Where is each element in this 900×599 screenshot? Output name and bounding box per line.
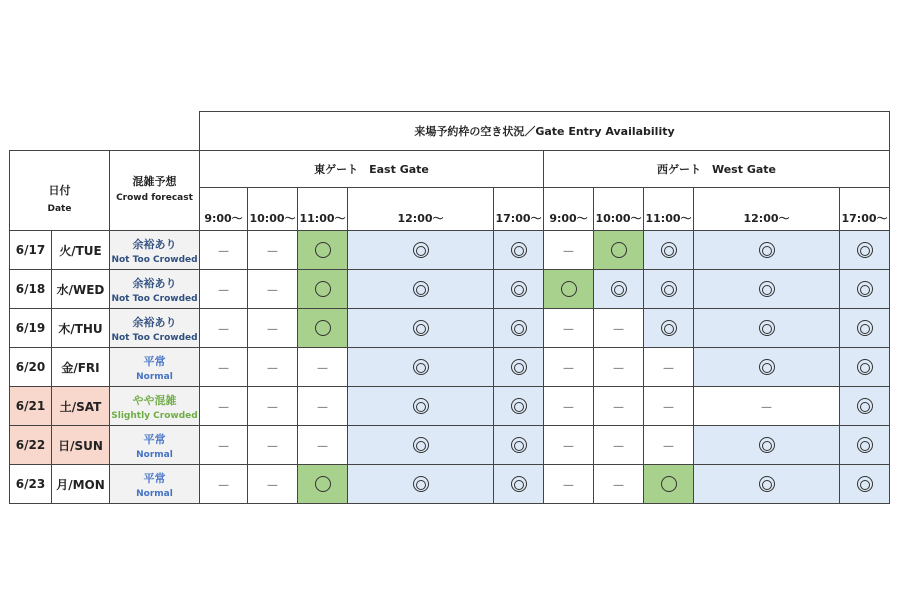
weekday-cell: 水/WED xyxy=(52,270,110,309)
west-slot-cell xyxy=(840,270,890,309)
east-gate-header: 東ゲート East Gate xyxy=(200,151,544,188)
crowd-forecast-jp: 余裕あり xyxy=(132,276,177,290)
crowd-forecast-jp: やや混雑 xyxy=(132,393,177,407)
double-circle-icon xyxy=(511,242,527,258)
west-slot-cell xyxy=(544,465,594,504)
east-slot-cell xyxy=(348,387,494,426)
east-slot-cell xyxy=(494,426,544,465)
empty-corner xyxy=(10,112,200,151)
unavailable-mark: － xyxy=(315,400,329,416)
double-circle-icon xyxy=(759,359,775,375)
crowd-forecast-cell xyxy=(110,387,200,426)
west-slot-cell xyxy=(544,348,594,387)
west-slot-cell xyxy=(544,270,594,309)
unavailable-mark: － xyxy=(661,361,675,377)
double-circle-icon xyxy=(661,242,677,258)
west-slot-cell xyxy=(694,270,840,309)
weekday-cell: 土/SAT xyxy=(52,387,110,426)
unavailable-mark: － xyxy=(216,322,230,338)
east-slot-cell xyxy=(200,231,248,270)
double-circle-icon xyxy=(511,476,527,492)
unavailable-mark: － xyxy=(216,439,230,455)
double-circle-icon xyxy=(759,476,775,492)
west-slot-cell xyxy=(694,387,840,426)
table-row xyxy=(10,309,890,348)
double-circle-icon xyxy=(857,320,873,336)
crowd-forecast-jp: 余裕あり xyxy=(132,237,177,251)
table-row xyxy=(10,426,890,465)
double-circle-icon xyxy=(759,242,775,258)
west-slot-cell xyxy=(644,270,694,309)
east-slot-cell xyxy=(248,348,298,387)
crowd-forecast-en: Normal xyxy=(136,371,173,382)
west-slot-cell xyxy=(840,231,890,270)
double-circle-icon xyxy=(511,437,527,453)
unavailable-mark: － xyxy=(265,400,279,416)
west-slot-cell xyxy=(644,348,694,387)
unavailable-mark: － xyxy=(561,478,575,494)
east-slot-cell xyxy=(494,387,544,426)
west-time-header: 11:00～ xyxy=(644,188,694,231)
double-circle-icon xyxy=(661,281,677,297)
circle-icon xyxy=(315,320,331,336)
west-slot-cell xyxy=(594,270,644,309)
unavailable-mark: － xyxy=(661,400,675,416)
east-slot-cell xyxy=(348,231,494,270)
unavailable-mark: － xyxy=(759,400,773,416)
west-slot-cell xyxy=(594,387,644,426)
date-cell: 6/20 xyxy=(10,348,52,387)
west-time-header: 12:00～ xyxy=(694,188,840,231)
west-slot-cell xyxy=(644,387,694,426)
crowd-forecast-en: Not Too Crowded xyxy=(111,254,198,265)
unavailable-mark: － xyxy=(611,361,625,377)
date-cell: 6/21 xyxy=(10,387,52,426)
unavailable-mark: － xyxy=(661,439,675,455)
west-slot-cell xyxy=(840,426,890,465)
west-gate-header: 西ゲート West Gate xyxy=(544,151,890,188)
crowd-forecast-cell xyxy=(110,348,200,387)
west-slot-cell xyxy=(840,465,890,504)
crowd-forecast-jp: 余裕あり xyxy=(132,315,177,329)
table-row xyxy=(10,348,890,387)
unavailable-mark: － xyxy=(265,322,279,338)
crowd-forecast-cell xyxy=(110,231,200,270)
unavailable-mark: － xyxy=(265,361,279,377)
west-slot-cell xyxy=(544,309,594,348)
crowd-forecast-en: Not Too Crowded xyxy=(111,293,198,304)
east-slot-cell xyxy=(494,309,544,348)
table-row xyxy=(10,387,890,426)
availability-table xyxy=(9,111,890,504)
west-slot-cell xyxy=(594,231,644,270)
west-slot-cell xyxy=(840,387,890,426)
circle-icon xyxy=(611,242,627,258)
east-slot-cell xyxy=(298,270,348,309)
west-slot-cell xyxy=(544,231,594,270)
unavailable-mark: － xyxy=(216,283,230,299)
east-slot-cell xyxy=(348,270,494,309)
double-circle-icon xyxy=(611,281,627,297)
circle-icon xyxy=(661,476,677,492)
table-row xyxy=(10,270,890,309)
unavailable-mark: － xyxy=(315,439,329,455)
east-slot-cell xyxy=(248,426,298,465)
table-title: 来場予約枠の空き状況／Gate Entry Availability xyxy=(200,112,890,151)
date-header-en: Date xyxy=(47,203,72,214)
east-slot-cell xyxy=(200,270,248,309)
east-slot-cell xyxy=(298,426,348,465)
weekday-cell: 金/FRI xyxy=(52,348,110,387)
west-slot-cell xyxy=(644,465,694,504)
unavailable-mark: － xyxy=(611,439,625,455)
east-slot-cell xyxy=(494,465,544,504)
date-header-jp: 日付 xyxy=(48,183,71,197)
east-slot-cell xyxy=(348,465,494,504)
west-slot-cell xyxy=(594,465,644,504)
west-slot-cell xyxy=(694,309,840,348)
west-slot-cell xyxy=(694,426,840,465)
east-slot-cell xyxy=(200,309,248,348)
weekday-cell: 木/THU xyxy=(52,309,110,348)
double-circle-icon xyxy=(511,281,527,297)
double-circle-icon xyxy=(661,320,677,336)
table-row xyxy=(10,465,890,504)
east-time-header: 17:00～ xyxy=(494,188,544,231)
east-slot-cell xyxy=(494,348,544,387)
crowd-forecast-jp: 平常 xyxy=(143,471,166,485)
circle-icon xyxy=(315,242,331,258)
crowd-forecast-cell xyxy=(110,270,200,309)
date-cell: 6/22 xyxy=(10,426,52,465)
west-slot-cell xyxy=(594,309,644,348)
crowd-forecast-header xyxy=(110,151,200,231)
circle-icon xyxy=(315,476,331,492)
unavailable-mark: － xyxy=(611,400,625,416)
east-slot-cell xyxy=(248,465,298,504)
double-circle-icon xyxy=(759,320,775,336)
west-slot-cell xyxy=(544,426,594,465)
double-circle-icon xyxy=(413,242,429,258)
east-time-header: 12:00～ xyxy=(348,188,494,231)
crowd-forecast-cell xyxy=(110,426,200,465)
weekday-cell: 火/TUE xyxy=(52,231,110,270)
double-circle-icon xyxy=(413,281,429,297)
west-slot-cell xyxy=(544,387,594,426)
date-cell: 6/19 xyxy=(10,309,52,348)
crowd-header-en: Crowd forecast xyxy=(116,193,193,203)
weekday-cell: 日/SUN xyxy=(52,426,110,465)
east-slot-cell xyxy=(348,309,494,348)
circle-icon xyxy=(315,281,331,297)
west-time-header: 9:00～ xyxy=(544,188,594,231)
unavailable-mark: － xyxy=(265,244,279,260)
date-cell: 6/23 xyxy=(10,465,52,504)
west-slot-cell xyxy=(594,426,644,465)
unavailable-mark: － xyxy=(216,361,230,377)
west-slot-cell xyxy=(644,231,694,270)
unavailable-mark: － xyxy=(561,439,575,455)
double-circle-icon xyxy=(413,476,429,492)
double-circle-icon xyxy=(857,476,873,492)
circle-icon xyxy=(561,281,577,297)
crowd-forecast-en: Normal xyxy=(136,488,173,499)
unavailable-mark: － xyxy=(216,478,230,494)
crowd-forecast-jp: 平常 xyxy=(143,354,166,368)
east-slot-cell xyxy=(248,270,298,309)
east-slot-cell xyxy=(348,426,494,465)
east-slot-cell xyxy=(494,270,544,309)
west-time-header: 17:00～ xyxy=(840,188,890,231)
unavailable-mark: － xyxy=(611,478,625,494)
double-circle-icon xyxy=(759,437,775,453)
double-circle-icon xyxy=(857,359,873,375)
double-circle-icon xyxy=(759,281,775,297)
east-slot-cell xyxy=(248,231,298,270)
date-cell: 6/17 xyxy=(10,231,52,270)
east-slot-cell xyxy=(298,231,348,270)
west-slot-cell xyxy=(644,309,694,348)
west-slot-cell xyxy=(694,231,840,270)
weekday-cell: 月/MON xyxy=(52,465,110,504)
unavailable-mark: － xyxy=(561,322,575,338)
double-circle-icon xyxy=(511,320,527,336)
crowd-forecast-en: Not Too Crowded xyxy=(111,332,198,343)
east-slot-cell xyxy=(200,387,248,426)
crowd-forecast-cell xyxy=(110,465,200,504)
east-slot-cell xyxy=(248,387,298,426)
west-time-header: 10:00～ xyxy=(594,188,644,231)
unavailable-mark: － xyxy=(315,361,329,377)
double-circle-icon xyxy=(413,320,429,336)
table-row xyxy=(10,231,890,270)
east-slot-cell xyxy=(298,387,348,426)
east-slot-cell xyxy=(200,348,248,387)
west-slot-cell xyxy=(840,348,890,387)
double-circle-icon xyxy=(413,437,429,453)
double-circle-icon xyxy=(857,398,873,414)
unavailable-mark: － xyxy=(216,400,230,416)
double-circle-icon xyxy=(857,242,873,258)
east-slot-cell xyxy=(494,231,544,270)
east-slot-cell xyxy=(248,309,298,348)
double-circle-icon xyxy=(511,398,527,414)
east-time-header: 11:00～ xyxy=(298,188,348,231)
west-slot-cell xyxy=(694,465,840,504)
date-header xyxy=(10,151,110,231)
east-slot-cell xyxy=(348,348,494,387)
east-slot-cell xyxy=(298,348,348,387)
crowd-forecast-en: Normal xyxy=(136,449,173,460)
west-slot-cell xyxy=(594,348,644,387)
east-slot-cell xyxy=(200,465,248,504)
crowd-header-jp: 混雑予想 xyxy=(132,175,177,188)
double-circle-icon xyxy=(413,359,429,375)
unavailable-mark: － xyxy=(611,322,625,338)
crowd-forecast-cell xyxy=(110,309,200,348)
unavailable-mark: － xyxy=(265,439,279,455)
crowd-forecast-jp: 平常 xyxy=(143,432,166,446)
east-time-header: 9:00～ xyxy=(200,188,248,231)
west-slot-cell xyxy=(644,426,694,465)
west-slot-cell xyxy=(840,309,890,348)
unavailable-mark: － xyxy=(216,244,230,260)
double-circle-icon xyxy=(857,437,873,453)
east-slot-cell xyxy=(298,309,348,348)
unavailable-mark: － xyxy=(561,400,575,416)
double-circle-icon xyxy=(413,398,429,414)
east-slot-cell xyxy=(298,465,348,504)
date-cell: 6/18 xyxy=(10,270,52,309)
unavailable-mark: － xyxy=(265,478,279,494)
double-circle-icon xyxy=(511,359,527,375)
double-circle-icon xyxy=(857,281,873,297)
unavailable-mark: － xyxy=(561,244,575,260)
east-time-header: 10:00～ xyxy=(248,188,298,231)
crowd-forecast-en: Slightly Crowded xyxy=(111,410,198,421)
unavailable-mark: － xyxy=(561,361,575,377)
east-slot-cell xyxy=(200,426,248,465)
unavailable-mark: － xyxy=(265,283,279,299)
west-slot-cell xyxy=(694,348,840,387)
